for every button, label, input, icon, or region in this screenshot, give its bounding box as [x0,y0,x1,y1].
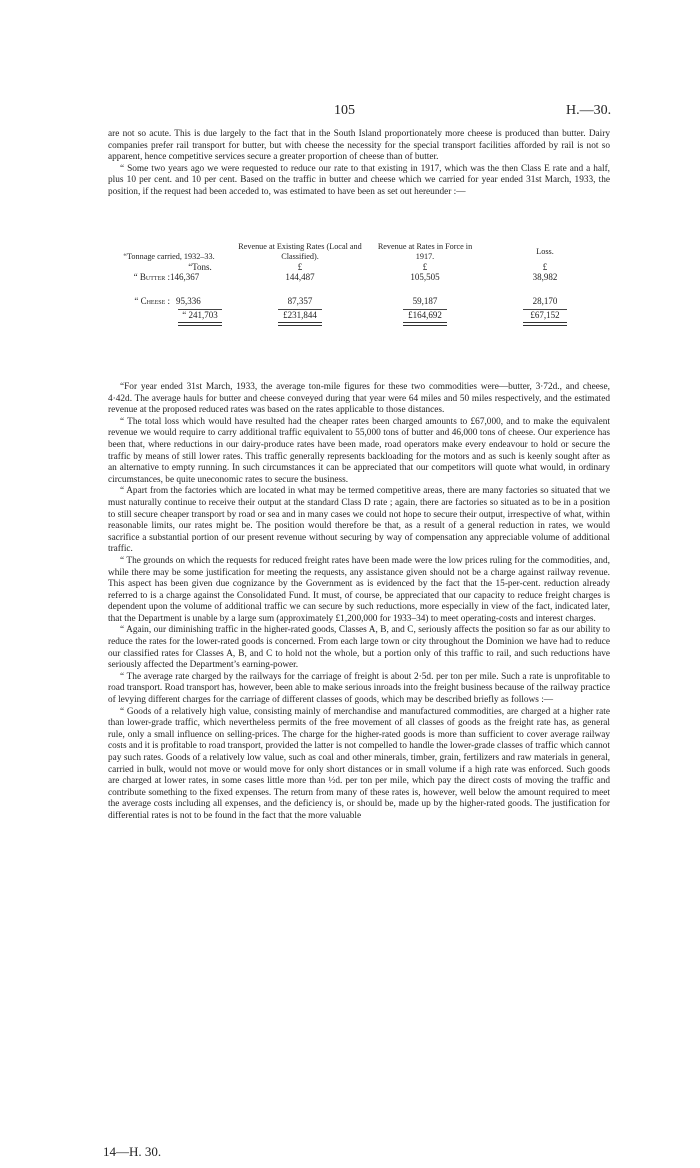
body-text-bottom [108,382,610,823]
column-header-existing-rates: Revenue at Existing Rates (Local and Classified). [238,242,362,261]
unit-label: £ [422,262,428,272]
column-header-1917-rates: Revenue at Rates in Force in 1917. [377,242,473,261]
revenue-loss-table [108,242,610,326]
column-header-loss: Loss. [536,247,554,256]
table-header-row [108,242,610,262]
double-rule-row [108,320,610,326]
total-cell: “ 241,703 [182,310,218,320]
column-header-tonnage: “Tonnage carried, 1932–33. [123,252,215,261]
table-row [108,272,610,282]
paragraph: “ Again, our diminishing traffic in the higher-rated goods, Classes A, B, and C, seriously affects the position so far as our ability to reduce the rates for the lower-rated goods is concerned. From each large town or city throughout the Dominion we have had to reduce our classified rates for Classes A, B, and C to hold not the whole, but a portion only of this traffic to rail, and such reductions have seriously affected the Department’s earning-power. [108,625,610,671]
table-cell: 59,187 [412,296,438,306]
paragraph: “ Goods of a relatively high value, consisting mainly of merchandise and manufactured commodities, are charged at a higher rate than lower-grade traffic, which nevertheless permits of the free movement of all classes of goods as the freight rate has, as general rule, only a small influence on selling-prices. The charge for the higher-rated goods is more than sufficient to cover average railway costs and it is profitable to road transport, provided the latter is not compelled to handle the lower-grade classes of traffic which cannot pay such rates. Goods of a relatively low value, such as coal and other minerals, timber, grain, fertilizers and raw materials in general, carried in bulk, would not move or would move for only short distances or in small volume if a high rate was enforced. Such goods are charged at lower rates, in some cases little more than ½d. per ton per mile, which pay the direct costs of moving the traffic and contribute something to the fixed expenses. The return from many of these rates is, however, well below the amount required to meet the average costs including all expenses, and the deficiency is, or should be, made up by the higher-rated goods. The justification for differential rates is not to be found in the fact that the more valuable [108,706,610,821]
unit-label: £ [542,262,548,272]
total-cell: £231,844 [283,310,317,320]
signature-mark: 14—H. 30. [103,1144,162,1159]
table-row [108,282,610,306]
paragraph: “ The average rate charged by the railways for the carriage of freight is about 2·5d. per ton per mile. Such a rate is unprofitable to road transport. Road transport has, however, been able to make serious inroads into the freight business because of the railway practice of levying different charges for the carriage of different classes of goods, which may be described briefly as follows :— [108,671,610,706]
page-header [0,103,700,121]
double-rule [278,322,322,326]
table-cell: 146,367 [170,272,200,282]
page-number: 105 [334,103,355,118]
paragraph: “For year ended 31st March, 1933, the average ton-mile figures for these two commodities were—butter, 3·72d., and cheese, 4·42d. The average hauls for butter and cheese conveyed during that year were 64 miles and 50 miles respectively, and the estimated revenue at the proposed reduced rates was based on the rates applicable to those distances. [108,382,610,416]
report-reference: H.—30. [566,103,612,118]
units-row [108,262,610,272]
paragraph: “ Some two years ago we were requested to reduce our rate to that existing in 1917, which was the then Class E rate and a half, plus 10 per cent. and 10 per cent. Based on the traffic in butter and cheese which we carried for year ended 31st March, 1933, the position, if the request had been acceded to, was estimated to have been as set out hereunder :— [108,163,610,197]
table-cell: 28,170 [532,296,558,306]
table-cell: 105,505 [410,272,440,282]
double-rule [523,322,567,326]
table-cell: 144,487 [285,272,315,282]
table-cell: 95,336 [176,296,201,306]
body-text-top [108,129,610,199]
row-label: “ Cheese : [134,296,170,306]
table-cell: 87,357 [287,296,313,306]
unit-label: £ [297,262,303,272]
row-label: “ Butter : [133,272,170,282]
unit-label: “Tons. [188,262,212,272]
paragraph: “ The total loss which would have resulted had the cheaper rates been charged amounts to £67,000, and to make the equivalent revenue we would require to carry additional traffic equivalent to 55,000 tons of butter and 46,000 tons of cheese. Our experience has been that, where reductions in our dairy-produce rates have been made, road operators make every endeavour to hold or secure the traffic by means of still lower rates. This traffic generally represents backloading for the motors and as such is keenly sought after as an alternative to empty running. In such circumstances it can be appreciated that our competitors will quote what would, in ordinary circumstances, be quite uneconomic rates to secure the business. [108,416,610,485]
total-cell: £164,692 [408,310,442,320]
paragraph: are not so acute. This is due largely to the fact that in the South Island proportionately more cheese is produced than butter. Dairy companies prefer rail transport for butter, but with cheese the necessity for the special transport facilities afforded by rail is not so apparent, hence competitive services secure a greater proportion of cheese than of butter. [108,129,610,163]
double-rule [178,322,222,326]
paragraph: “ The grounds on which the requests for reduced freight rates have been made were the low prices ruling for the commodities, and, while there may be some justification for meeting the requests, any assistance given should not be a charge against railway revenue. This aspect has been given due cognizance by the Government as is evidenced by the fact that the 15-per-cent. reduction already referred to is a charge against the Consolidated Fund. It must, of course, be appreciated that our capacity to reduce freight charges is dependent upon the volume of additional traffic we can secure by such reductions, more especially in view of the fact, indicated later, that the Department is unable by a large sum (approximately £1,200,000 for 1933–34) to meet operating-costs and interest charges. [108,555,610,624]
total-cell: £67,152 [530,310,560,320]
double-rule [403,322,447,326]
table-cell: 38,982 [532,272,558,282]
totals-row [108,310,610,320]
paragraph: “ Apart from the factories which are located in what may be termed competitive areas, there are many factories so situated that we must naturally continue to receive their output at the standard Class D rate ; again, there are factories so situated as to be in a position to still secure cheaper transport by road or sea and in many cases we could not hope to secure their output, irrespective of what, within reasonable limits, our rates might be. The position would therefore be that, as a result of a general reduction in rates, we would sacrifice a substantial portion of our present revenue without securing by way of compensation any appreciable volume of additional traffic. [108,486,610,555]
